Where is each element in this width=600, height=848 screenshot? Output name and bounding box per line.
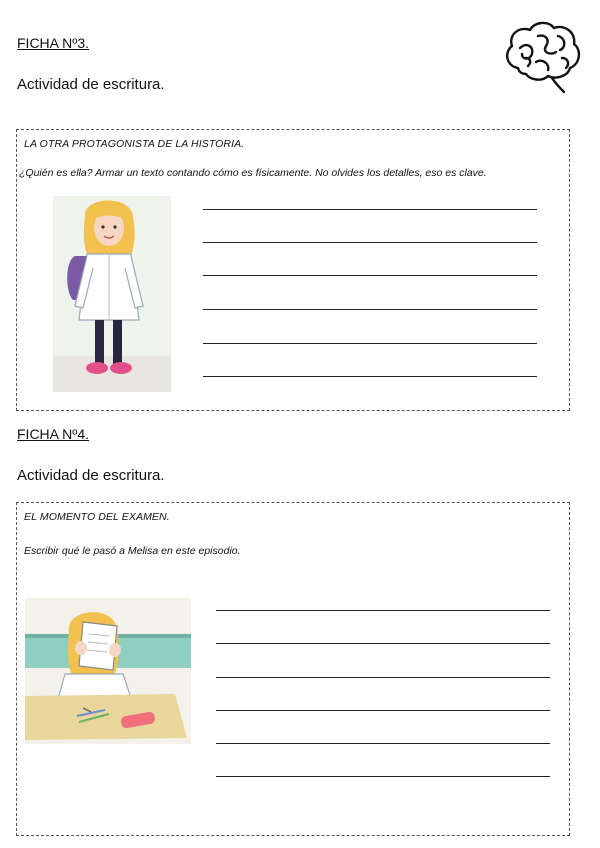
ficha3-instruction: ¿Quién es ella? Armar un texto contando cómo es físicamente. No olvides los detalles, eso es clave. [19, 167, 487, 179]
writing-line[interactable] [203, 343, 537, 344]
writing-line[interactable] [216, 743, 550, 744]
writing-line[interactable] [203, 275, 537, 276]
ficha4-heading: EL MOMENTO DEL EXAMEN. [24, 511, 170, 523]
ficha4-title: FICHA Nº4. [17, 426, 90, 442]
ficha4-box [16, 502, 570, 836]
writing-line[interactable] [203, 376, 537, 377]
exam-illustration [25, 598, 191, 744]
ficha4-instruction: Escribir qué le pasó a Melisa en este episodio. [24, 545, 241, 557]
writing-line[interactable] [216, 610, 550, 611]
writing-line[interactable] [216, 643, 550, 644]
ficha3-activity: Actividad de escritura. [17, 76, 165, 93]
writing-line[interactable] [203, 309, 537, 310]
ficha3-box [16, 129, 570, 411]
writing-line[interactable] [203, 209, 537, 210]
writing-line[interactable] [216, 677, 550, 678]
ficha3-heading: LA OTRA PROTAGONISTA DE LA HISTORIA. [24, 138, 245, 150]
writing-line[interactable] [216, 776, 550, 777]
ficha3-title: FICHA Nº3. [17, 35, 90, 51]
writing-line[interactable] [216, 710, 550, 711]
brain-icon [500, 18, 584, 94]
writing-line[interactable] [203, 242, 537, 243]
ficha4-activity: Actividad de escritura. [17, 467, 165, 484]
girl-illustration [53, 196, 171, 392]
